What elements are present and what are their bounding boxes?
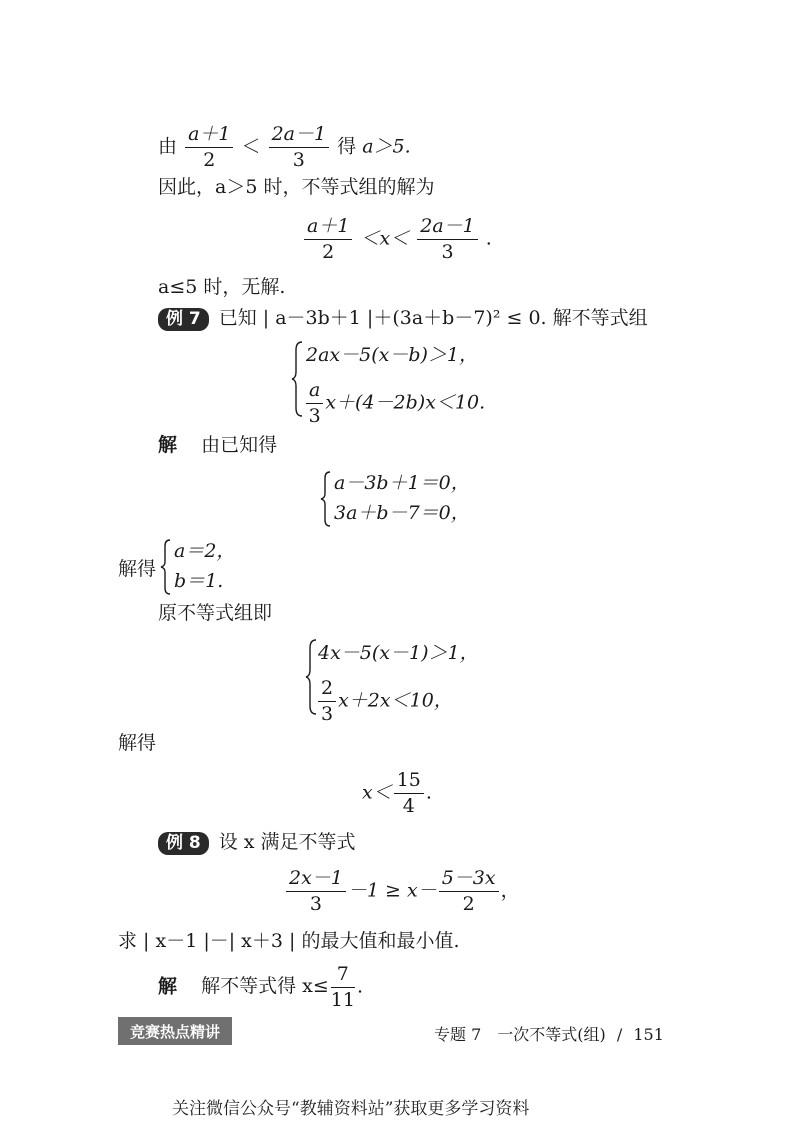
fraction: $\frac{2a-1}{3}$ [269,124,330,171]
running-footer [434,1022,664,1045]
original-system-label: 原不等式组即 [158,602,273,624]
line-4: a≤5 时，无解. [158,276,286,298]
left-brace-icon [290,340,304,418]
left-brace-icon [160,538,172,596]
text-you: 由 [158,135,178,158]
chapter-title: 专题 7 一次不等式(组) [434,1025,606,1044]
system-solved: a＝2， b＝1. [160,538,260,598]
watermark: 关注微信公众号“教辅资料站”获取更多学习资料 [172,1099,530,1119]
question-example-8: 求 | x－1 |－| x＋3 | 的最大值和最小值. [118,930,460,952]
example-7-heading: 例 7 已知 | a－3b＋1 |＋(3a＋b－7)² ≤ 0. 解不等式组 [158,308,648,331]
system-original: 4x－5(x－1)＞1， $\frac{2}{3}$ x＋2x＜10， [304,638,524,718]
final-answer-7: x＜ $\frac{15}{4}$ . [362,769,432,817]
left-brace-icon [320,470,332,528]
example-badge: 例 7 [158,308,209,331]
left-brace-icon [304,638,318,716]
line-3: $\frac{a+1}{2}$ ＜x＜ $\frac{2a-1}{3}$ . [302,216,492,263]
separator: / [616,1025,623,1044]
system-example-7: 2ax－5(x－b)＞1， $\frac{a}{3}$ x＋(4－2b)x＜10. [290,340,530,420]
jiede-label: 解得 [118,732,157,754]
section-tag: 竞赛热点精讲 [118,1017,232,1045]
inequality-example-8: $\frac{2x-1}{3}$ －1 ≥ x－ $\frac{5-3x}{2}$ ， [284,868,520,915]
solution-7-heading: 解 由已知得 [158,434,278,456]
line-1: 由 $\frac{a+1}{2}$ ＜ $\frac{2a-1}{3}$ 得 a＞5. [158,123,411,171]
system-known: a－3b＋1＝0， 3a＋b－7＝0， [320,470,500,530]
fraction: $\frac{a+1}{2}$ [185,124,233,171]
page-number: 151 [633,1025,664,1044]
solved-label: 解得 [118,558,157,580]
example-8-heading: 例 8 设 x 满足不等式 [158,832,356,855]
example-badge: 例 8 [158,832,209,855]
line-2: 因此，a＞5 时，不等式组的解为 [158,176,435,198]
solution-8: 解 解不等式得 x≤ $\frac{7}{11}$ . [158,963,363,1011]
